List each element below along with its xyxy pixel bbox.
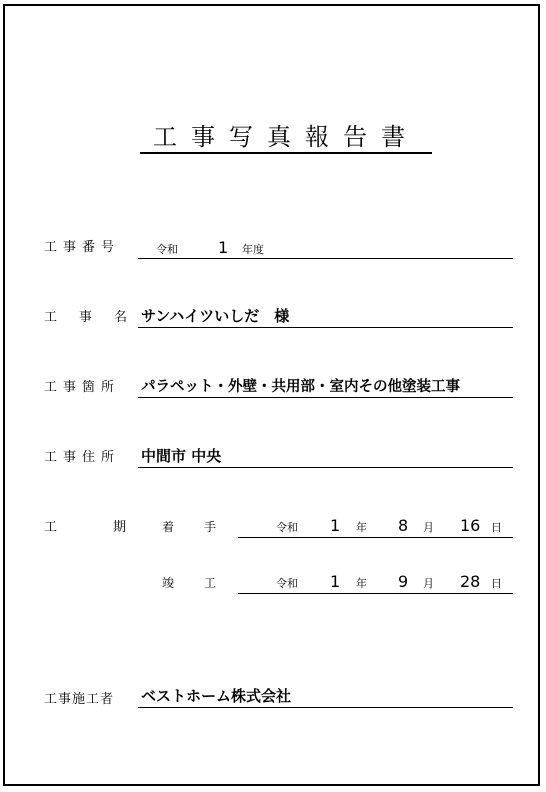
construction-number-year: 1: [218, 238, 229, 257]
end-label: 竣工: [162, 576, 247, 590]
end-month-unit: 月: [423, 577, 434, 590]
end-date-field: [238, 571, 513, 594]
end-era: 令和: [276, 577, 298, 590]
contractor-label: 工事施工者: [44, 692, 115, 707]
document-title: 工事写真報告書: [140, 122, 432, 154]
contractor-field: [138, 685, 513, 708]
start-month: 8: [398, 516, 409, 535]
construction-period-label: 工期: [44, 520, 183, 535]
start-date-field: [238, 515, 513, 538]
construction-name-value: サンハイツいしだ 様: [141, 307, 290, 325]
construction-number-era: 令和: [156, 243, 178, 256]
construction-number-field: [138, 236, 513, 259]
start-year-unit: 年: [356, 521, 367, 534]
end-month: 9: [398, 572, 409, 591]
construction-number-label: 工事番号: [44, 240, 121, 255]
start-month-unit: 月: [423, 521, 434, 534]
start-label: 着手: [162, 520, 247, 534]
construction-name-field: [138, 305, 513, 328]
start-year: 1: [330, 516, 341, 535]
end-day: 28: [460, 572, 481, 591]
start-day: 16: [460, 516, 481, 535]
contractor-value: ベストホーム株式会社: [141, 687, 292, 705]
end-year: 1: [330, 572, 341, 591]
construction-address-label: 工事住所: [44, 450, 121, 465]
construction-place-label: 工事箇所: [44, 380, 121, 395]
construction-name-label: 工事名: [44, 310, 150, 325]
construction-place-value: パラペット・外壁・共用部・室内その他塗装工事: [141, 379, 460, 395]
start-day-unit: 日: [491, 521, 502, 534]
start-era: 令和: [276, 521, 298, 534]
construction-address-value: 中間市 中央: [141, 447, 222, 465]
end-year-unit: 年: [356, 577, 367, 590]
construction-address-field: [138, 445, 513, 468]
construction-number-suffix: 年度: [242, 243, 264, 256]
construction-place-field: [138, 375, 513, 398]
end-day-unit: 日: [491, 577, 502, 590]
